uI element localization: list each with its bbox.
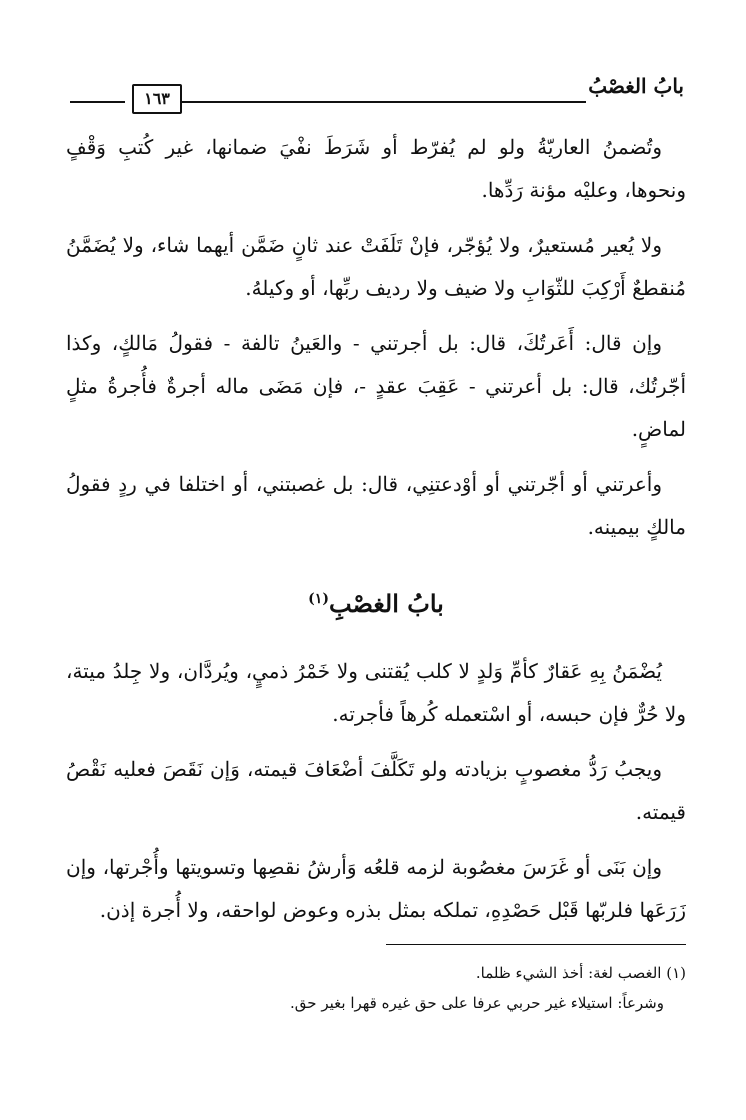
paragraph: ولا يُعير مُستعيرٌ، ولا يُؤجّر، فإنْ تَلَفَتْ عند ثانٍ ضَمَّن أيهما شاء، ولا يُضَمَّنُ مُنقطعٌ أَرْكِبَ للثّوَابِ ولا ضيف ولا رديف ربِّها، أو وكيلهُ. bbox=[66, 233, 686, 300]
footnote-line: (١) الغصب لغة: أخذ الشيء ظلما. bbox=[475, 964, 686, 982]
footnote-separator bbox=[386, 944, 686, 945]
paragraph: وتُضمنُ العاريّةُ ولو لم يُفرّط أو شَرَطَ نفْيَ ضمانها، غير كُتبِ وَقْفٍ ونحوها، وعليْه مؤنة رَدِّها. bbox=[66, 135, 686, 202]
paragraph: ويجبُ رَدُّ مغصوبٍ بزيادته ولو تَكَلَّفَ أضْعَافَ قيمته، وَإن نَقَصَ فعليه نَقْصُ قيمته. bbox=[66, 757, 686, 824]
footnote-line: وشرعاً: استيلاء غير حربي عرفا على حق غيره قهرا بغير حق. bbox=[290, 994, 664, 1012]
running-header-title: بابُ الغصْبُ bbox=[588, 74, 684, 98]
section-heading-text: بابُ الغصْبِ bbox=[328, 589, 444, 618]
header-rule-short bbox=[70, 101, 125, 103]
paragraph: يُضْمَنُ بِهِ عَقارٌ كأمِّ وَلدٍ لا كلب يُقتنى ولا خَمْرُ ذميٍ، ويُردَّان، ولا جِلدُ ميتة، ولا حُرٌّ فإن حبسه، أو اسْتعمله كُرهاً فأجرته. bbox=[66, 659, 686, 726]
footnote-marker: (١) bbox=[308, 591, 329, 607]
main-text bbox=[66, 126, 686, 944]
page-number-box: ١٦٣ bbox=[132, 84, 182, 114]
footnotes bbox=[66, 958, 686, 1018]
paragraph: وإن قال: أَعَرتُكَ، قال: بل أجرتني - والعَينُ تالفة - فقولُ مَالكٍ، وكذا أجّرتُك، قال: بل أعرتني - عَقِبَ عقدٍ -، فإن مَضَى ماله أجرةٌ فأُجرةُ مثلٍ لماضٍ. bbox=[66, 331, 686, 441]
section-heading bbox=[66, 579, 686, 624]
paragraph: وأعرتني أو أجّرتني أو أوْدعتنِي، قال: بل غصبتني، أو اختلفا في ردٍ فقولُ مالكٍ بيمينه. bbox=[66, 472, 686, 539]
header-rule bbox=[182, 101, 586, 103]
paragraph: وإن بَنَى أو غَرَسَ مغصُوبة لزمه قلعُه وَأرشُ نقصِها وتسويتها وأُجْرتها، وإن زَرَعَها فلربّها قَبْل حَصْدِهِ، تملكه بمثل بذره وعوض لواحقه، ولا أُجرة إذن. bbox=[66, 855, 686, 922]
